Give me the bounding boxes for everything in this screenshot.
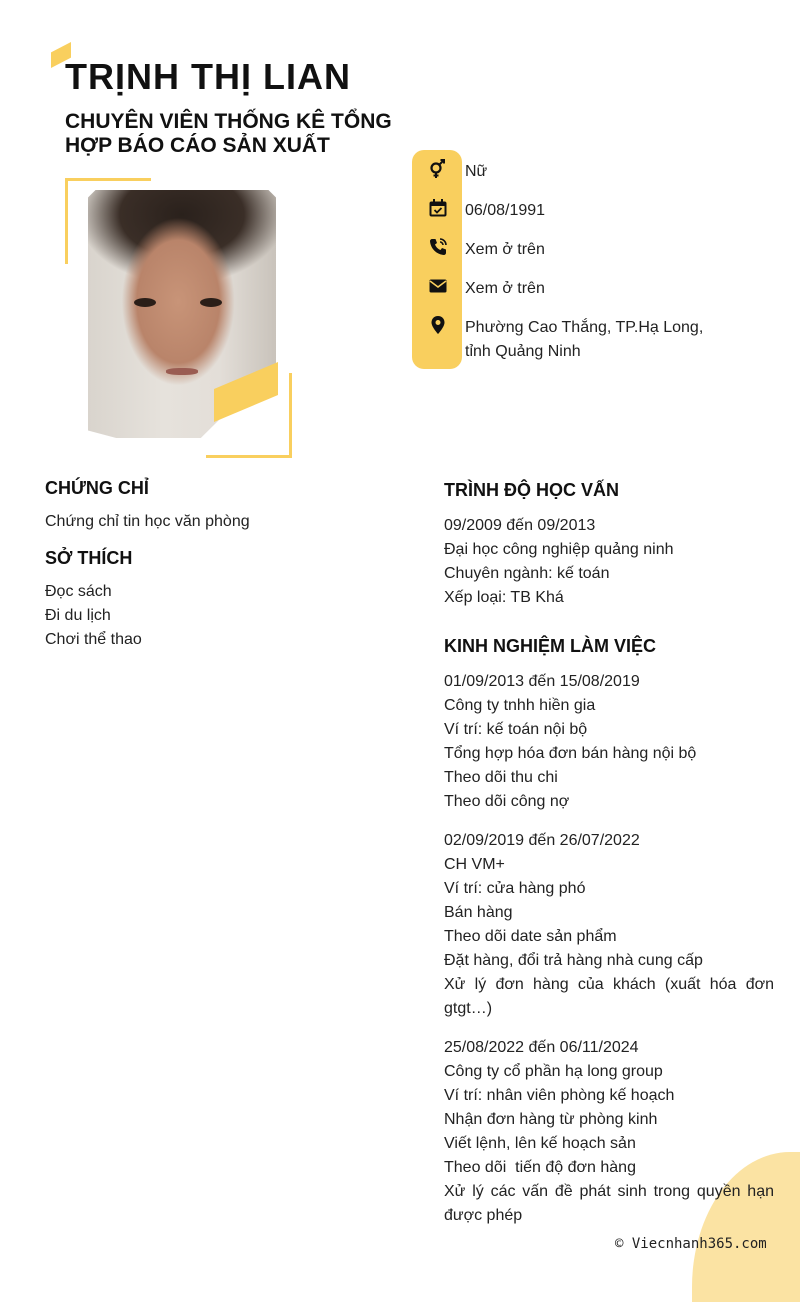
contact-address [465,316,765,364]
job-period: 25/08/2022 đến 06/11/2024 [444,1039,639,1056]
job-duty: Tổng hợp hóa đơn bán hàng nội bộ [444,745,697,762]
hobbies-heading: SỞ THÍCH [45,548,133,568]
job-company: Công ty cổ phần hạ long group [444,1063,663,1080]
certificate-item: Chứng chỉ tin học văn phòng [45,513,250,530]
hobby-item: Chơi thể thao [45,631,142,648]
education-grade: Xếp loại: TB Khá [444,589,564,606]
education-period: 09/2009 đến 09/2013 [444,517,596,534]
job-position: Ví trí: kế toán nội bộ [444,721,588,738]
contact-email: Xem ở trên [465,280,545,297]
hobby-item: Đi du lịch [45,607,111,624]
job-duty: Theo dõi thu chi [444,769,558,786]
phone-icon [428,237,448,257]
job-period: 02/09/2019 đến 26/07/2022 [444,832,640,849]
job-duty: Nhận đơn hàng từ phòng kinh [444,1111,658,1128]
photo-eye-right [200,298,222,307]
calendar-icon [428,198,448,218]
contact-birthdate: 06/08/1991 [465,202,546,219]
job-title: CHUYÊN VIÊN THỐNG KÊ TỔNG HỢP BÁO CÁO SẢN XUẤT [65,110,392,157]
job-position: Ví trí: cửa hàng phó [444,880,586,897]
job-duty: Xử lý đơn hàng của khách (xuất hóa đơn gtgt…) [444,976,774,1017]
job-duty: Viết lệnh, lên kế hoạch sản [444,1135,636,1152]
contact-address-line2: tỉnh Quảng Ninh [465,343,581,360]
certificates-heading: CHỨNG CHỈ [45,478,149,498]
job-position: Ví trí: nhân viên phòng kế hoạch [444,1087,675,1104]
contact-icon-bar [412,150,462,369]
job-company: Công ty tnhh hiền gia [444,697,596,714]
job-duty: Xử lý các vấn đề phát sinh trong quyền hạn được phép [444,1183,774,1224]
job-duty: Theo dõi tiến độ đơn hàng [444,1159,636,1176]
contact-gender: Nữ [465,163,488,180]
education-major: Chuyên ngành: kế toán [444,565,610,582]
hobby-item: Đọc sách [45,583,112,600]
envelope-icon [428,276,448,296]
gender-icon [428,159,448,179]
education-heading: TRÌNH ĐỘ HỌC VẤN [444,480,619,500]
job-duty: Bán hàng [444,904,513,921]
experience-heading: KINH NGHIỆM LÀM VIỆC [444,636,657,656]
job-company: CH VM+ [444,856,505,873]
job-duty: Theo dõi công nợ [444,793,570,810]
education-school: Đại học công nghiệp quảng ninh [444,541,674,558]
job-duty: Đặt hàng, đổi trả hàng nhà cung cấp [444,952,703,969]
footer-copyright: © Viecnhanh365.com [615,1236,767,1252]
contact-address-line1: Phường Cao Thắng, TP.Hạ Long, [465,319,704,336]
map-pin-icon [428,315,448,335]
job-duty: Theo dõi date sản phẩm [444,928,617,945]
photo-eye-left [134,298,156,307]
candidate-name: TRỊNH THỊ LIAN [65,56,351,97]
job-period: 01/09/2013 đến 15/08/2019 [444,673,640,690]
photo-mouth [166,368,198,375]
contact-phone: Xem ở trên [465,241,545,258]
